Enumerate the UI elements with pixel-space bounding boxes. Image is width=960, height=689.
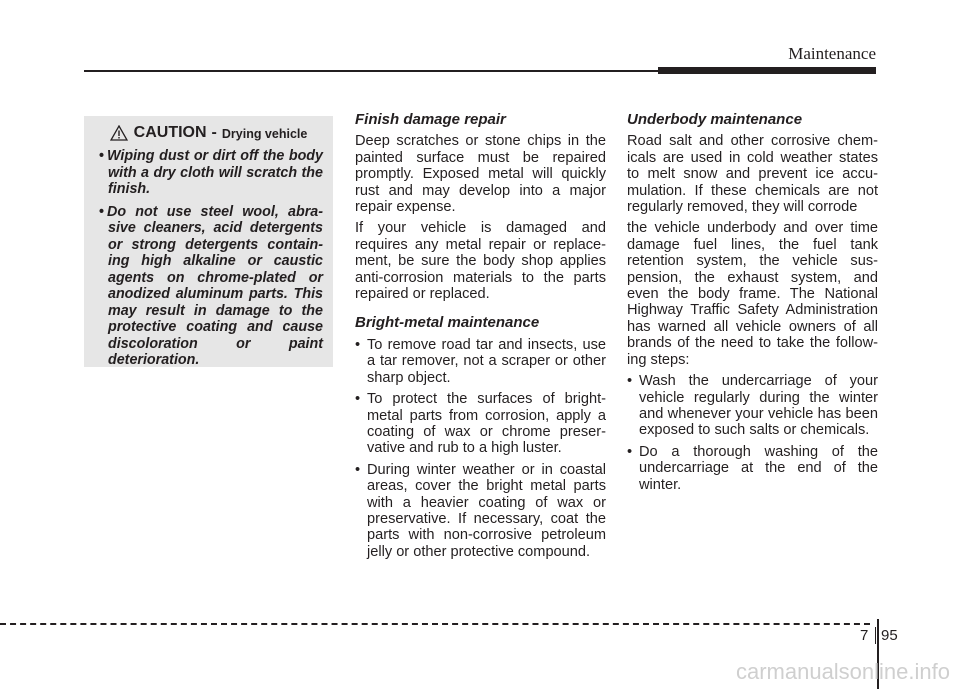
caution-box — [84, 116, 333, 367]
underbody-list — [627, 373, 878, 493]
bullet: • — [355, 391, 361, 408]
caution-title — [94, 124, 323, 142]
list-item — [355, 462, 606, 560]
finish-paragraph-1: Deep scratches or stone chips in the painted surface must be repaired promptly. Exposed metal will quickly rust and may develop into a major repair expense. — [355, 133, 606, 216]
list-item-text: Wash the undercarriage of your vehicle regularly during the winter and whenever your vehicle has been exposed to such salts or chemicals. — [639, 373, 878, 439]
underbody-paragraph-1: Road salt and other corrosive chem-icals are used in cold weather states to melt snow and prevent ice accu-mulation. If these chemicals are not regularly removed, they will corrode — [627, 133, 878, 216]
footer-rule — [0, 623, 870, 625]
caution-item — [94, 148, 323, 198]
caution-item-text: Do not use steel wool, abra-sive cleaners, acid detergents or strong detergents contain-ing high alkaline or caustic agents on chrome-plated or anodized aluminum parts. This may result in damage to the protective coating and cause discoloration or paint deterioration. — [107, 203, 323, 368]
caution-subheading: Drying vehicle — [221, 127, 308, 141]
caution-item-text: Wiping dust or dirt off the body with a dry cloth will scratch the finish. — [107, 148, 323, 197]
header-bar — [658, 67, 876, 74]
list-item-text: Do a thorough washing of the undercarriage at the end of the winter. — [639, 443, 878, 493]
page-number-separator — [875, 627, 876, 644]
list-item-text: To protect the surfaces of bright-metal parts from corrosion, apply a coating of wax or chrome preser-vative and rub to a high luster. — [367, 391, 606, 457]
page-number: 95 — [881, 627, 898, 644]
bullet: • — [627, 443, 633, 460]
list-item — [355, 337, 606, 386]
list-item — [627, 444, 878, 493]
list-item-text: During winter weather or in coastal areas, cover the bright metal parts with a heavier coating of wax or preservative. If necessary, coat the parts with non-corrosive petroleum jelly or other protective compound. — [367, 461, 606, 560]
bright-metal-list — [355, 337, 606, 560]
caution-item — [94, 204, 323, 369]
finish-damage-heading: Finish damage repair — [355, 111, 506, 128]
list-item-text: To remove road tar and insects, use a tar remover, not a scraper or other sharp object. — [367, 336, 606, 386]
right-column — [627, 112, 878, 498]
underbody-heading: Underbody maintenance — [627, 111, 803, 128]
bullet: • — [627, 373, 633, 390]
warning-triangle-icon — [110, 125, 128, 141]
list-item — [355, 391, 606, 457]
underbody-paragraph-2: the vehicle underbody and over time damage fuel lines, the fuel tank retention system, the vehicle sus-pension, the exhaust system, and even the body frame. The National Highway Traffic Safety Administration has warned all vehicle owners of all brands of the need to take the follow-ing steps: — [627, 220, 878, 368]
list-item — [627, 373, 878, 439]
caution-heading: CAUTION — [133, 124, 207, 141]
bullet: • — [99, 203, 105, 220]
header-rule — [84, 70, 658, 72]
bullet: • — [355, 336, 361, 353]
middle-column — [355, 112, 606, 565]
watermark: carmanualsonline.info — [735, 659, 950, 684]
bright-metal-heading: Bright-metal maintenance — [355, 314, 540, 332]
finish-paragraph-2: If your vehicle is damaged and requires any metal repair or replace-ment, be sure the body shop applies anti-corrosion materials to the parts repaired or replaced. — [355, 220, 606, 303]
bullet: • — [355, 461, 361, 478]
section-title: Maintenance — [788, 44, 876, 63]
bullet: • — [99, 148, 105, 164]
chapter-number: 7 — [860, 627, 869, 644]
caution-dash: - — [211, 124, 217, 141]
